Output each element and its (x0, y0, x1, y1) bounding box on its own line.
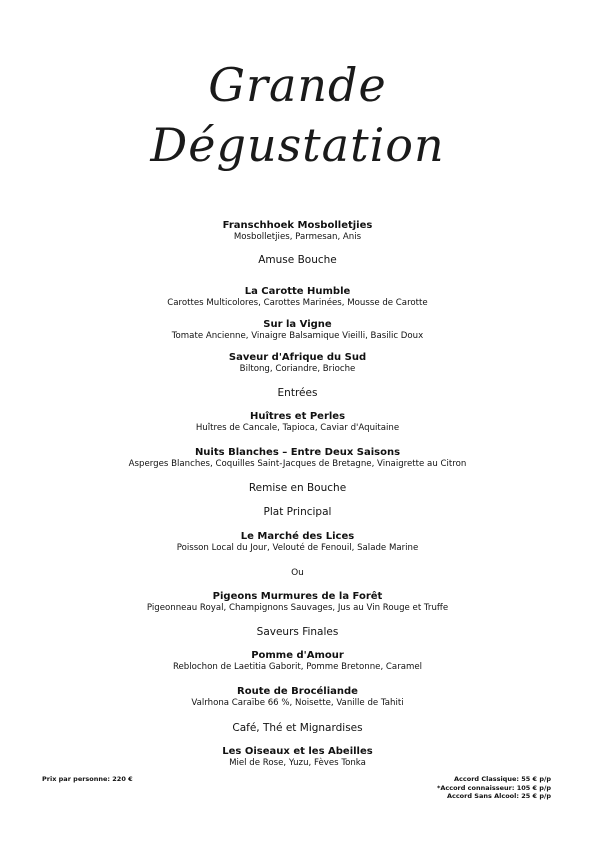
menu-item (0, 447, 595, 470)
menu-item (0, 650, 595, 673)
dish-name: Route de Brocéliande (237, 686, 358, 697)
pairing-non-alcoholic: Accord Sans Alcool: 25 € p/p (446, 792, 551, 801)
dish-description: Tomate Ancienne, Vinaigre Balsamique Vieilli, Basilic Doux (171, 331, 424, 341)
dish-description: Huîtres de Cancale, Tapioca, Caviar d'Aquitaine (195, 423, 400, 433)
course-heading: Amuse Bouche (258, 254, 337, 266)
course-heading: Café, Thé et Mignardises (232, 722, 363, 734)
course-heading: Saveurs Finales (256, 626, 339, 638)
menu-item (0, 531, 595, 554)
course-heading: Entrées (277, 387, 318, 399)
dish-name: Les Oiseaux et les Abeilles (222, 746, 373, 757)
menu-item (0, 686, 595, 709)
dish-description: Carottes Multicolores, Carottes Marinées, Mousse de Carotte (167, 298, 428, 308)
menu-title-line2: Dégustation (150, 118, 445, 172)
dish-description: Pigeonneau Royal, Champignons Sauvages, Jus au Vin Rouge et Truffe (146, 603, 449, 613)
dish-name: Nuits Blanches – Entre Deux Saisons (194, 447, 401, 458)
dish-description: Reblochon de Laetitia Gaborit, Pomme Bretonne, Caramel (172, 662, 423, 672)
dish-name: Franschhoek Mosbolletjies (222, 220, 373, 231)
pairing-connoisseur: *Accord connaisseur: 105 € p/p (436, 783, 551, 792)
or-separator: Ou (291, 568, 304, 578)
dish-name: Pomme d'Amour (251, 650, 344, 661)
dish-description: Miel de Rose, Yuzu, Fèves Tonka (229, 758, 366, 768)
dish-description: Asperges Blanches, Coquilles Saint-Jacques de Bretagne, Vinaigrette au Citron (128, 459, 467, 469)
menu-item (0, 591, 595, 614)
dish-description: Biltong, Coriandre, Brioche (239, 364, 356, 374)
menu-item (0, 286, 595, 309)
menu-item (0, 220, 595, 243)
dish-description: Poisson Local du Jour, Velouté de Fenouil, Salade Marine (176, 543, 419, 553)
menu-title-line1: Grande (208, 58, 387, 112)
wine-pairings (437, 775, 551, 801)
menu-item (0, 746, 595, 769)
course-heading: Remise en Bouche (248, 482, 347, 494)
dish-name: La Carotte Humble (244, 286, 351, 297)
menu-item (0, 319, 595, 342)
dish-name: Pigeons Murmures de la Forêt (212, 591, 383, 602)
pairing-classic: Accord Classique: 55 € p/p (454, 775, 551, 783)
dish-name: Le Marché des Lices (240, 531, 355, 542)
menu-item (0, 352, 595, 375)
price-per-person: Prix par personne: 220 € (42, 775, 133, 783)
dish-description: Valrhona Caraïbe 66 %, Noisette, Vanille de Tahiti (191, 698, 404, 708)
dish-name: Huîtres et Perles (249, 411, 346, 422)
menu-item (0, 411, 595, 434)
course-heading: Plat Principal (263, 506, 332, 518)
dish-name: Saveur d'Afrique du Sud (228, 352, 367, 363)
dish-description: Mosbolletjies, Parmesan, Anis (233, 232, 362, 242)
dish-name: Sur la Vigne (263, 319, 332, 330)
